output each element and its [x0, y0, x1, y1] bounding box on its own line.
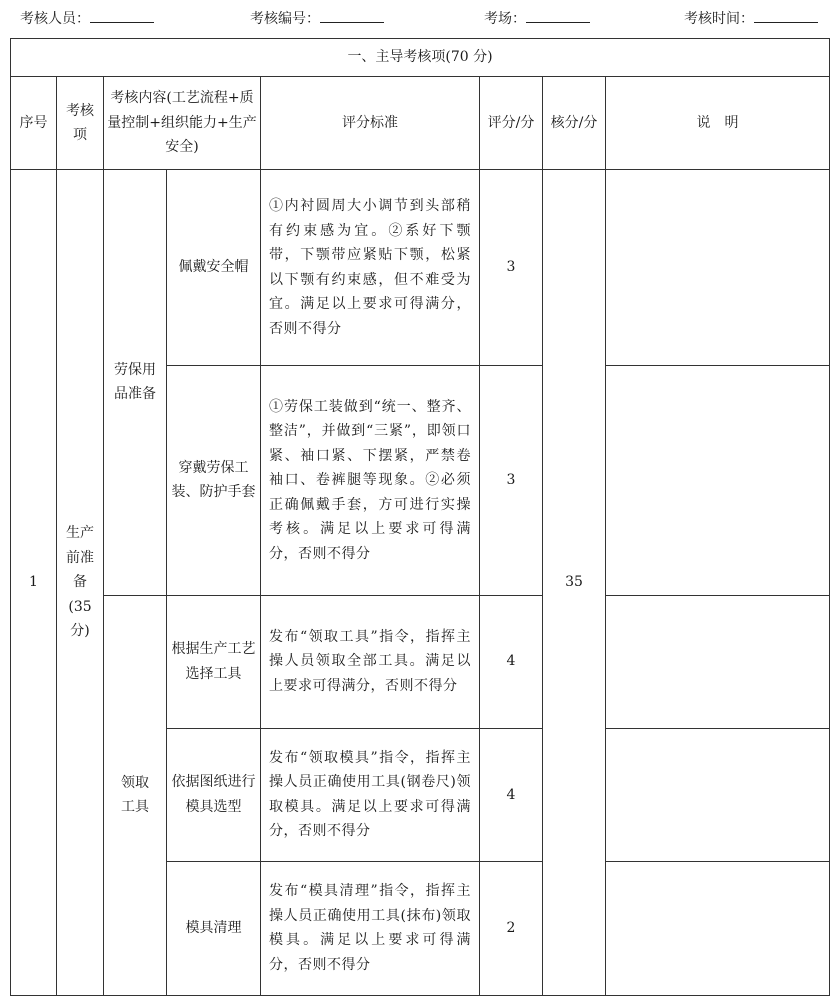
table-row	[11, 170, 830, 366]
table-header-row	[11, 77, 830, 170]
col-header-content	[104, 77, 261, 170]
task-cell	[167, 861, 261, 995]
venue-label: 考场：	[484, 11, 526, 27]
exam-time-label: 考核时间：	[684, 11, 754, 27]
task-cell	[167, 366, 261, 595]
venue-blank[interactable]	[526, 8, 590, 23]
task-cell	[167, 728, 261, 861]
exam-number-blank[interactable]	[320, 8, 384, 23]
exam-header	[0, 4, 833, 32]
col-header-content-text: 考核内容(工艺流程+质量控制+组织能力+生产安全)	[107, 90, 257, 156]
check-score-cell: 35	[543, 170, 606, 996]
criteria-cell	[261, 170, 480, 366]
venue-field	[484, 8, 590, 28]
exam-number-field	[250, 8, 384, 28]
col-header-criteria: 评分标准	[261, 77, 480, 170]
seq-cell: 1	[11, 170, 57, 996]
category-cell	[104, 595, 167, 995]
task-text: 佩戴安全帽	[178, 259, 249, 276]
section-title-row	[11, 39, 830, 77]
note-cell[interactable]	[606, 595, 830, 728]
section-title: 一、主导考核项(70 分)	[11, 39, 830, 77]
criteria-cell	[261, 366, 480, 595]
criteria-text: ①内衬圆周大小调节到头部稍有约束感为宜。②系好下颚带，下颚带应紧贴下颚，松紧以下颚有约束感，但不难受为宜。满足以上要求可得满分，否则不得分	[269, 198, 471, 337]
criteria-text: 发布“模具清理”指令，指挥主操人员正确使用工具(抹布)领取模具。满足以上要求可得满分，否则不得分	[269, 883, 471, 973]
examiner-label: 考核人员：	[20, 11, 90, 27]
category-cell	[104, 170, 167, 595]
criteria-cell	[261, 728, 480, 861]
examiner-field	[20, 8, 154, 28]
score-cell: 3	[480, 366, 543, 595]
note-cell[interactable]	[606, 861, 830, 995]
assessment-table	[10, 38, 830, 996]
score-cell: 3	[480, 170, 543, 366]
task-text: 根据生产工艺选择工具	[171, 641, 256, 682]
item-cell	[57, 170, 104, 996]
examiner-blank[interactable]	[90, 8, 154, 23]
criteria-text: ①劳保工装做到“统一、整齐、整洁”，并做到“三紧”，即领口紧、袖口紧、下摆紧，严禁卷袖口、卷裤腿等现象。②必须正确佩戴手套，方可进行实操考核。满足以上要求可得满分，否则不得分	[269, 398, 471, 562]
category-text: 劳保用品准备	[114, 361, 156, 403]
col-header-note: 说 明	[606, 77, 830, 170]
task-text: 穿戴劳保工装、防护手套	[171, 459, 256, 501]
score-cell: 4	[480, 595, 543, 728]
category-text: 领取工具	[121, 774, 149, 816]
item-cell-text: 生产前准备(35分)	[66, 525, 94, 640]
task-cell	[167, 595, 261, 728]
criteria-cell	[261, 595, 480, 728]
col-header-check: 核分/分	[543, 77, 606, 170]
col-header-item-text: 考核项	[66, 102, 94, 144]
exam-number-label: 考核编号：	[250, 11, 320, 27]
criteria-cell	[261, 861, 480, 995]
exam-time-field	[684, 8, 818, 28]
note-cell[interactable]	[606, 170, 830, 366]
note-cell[interactable]	[606, 366, 830, 595]
criteria-text: 发布“领取工具”指令，指挥主操人员领取全部工具。满足以上要求可得满分，否则不得分	[269, 628, 471, 694]
criteria-text: 发布“领取模具”指令，指挥主操人员正确使用工具(钢卷尺)领取模具。满足以上要求可得满分，否则不得分	[269, 749, 471, 840]
task-text: 模具清理	[185, 920, 242, 937]
col-header-item	[57, 77, 104, 170]
task-text: 依据图纸进行模具选型	[171, 774, 256, 815]
note-cell[interactable]	[606, 728, 830, 861]
score-cell: 4	[480, 728, 543, 861]
exam-time-blank[interactable]	[754, 8, 818, 23]
col-header-score: 评分/分	[480, 77, 543, 170]
table-row	[11, 595, 830, 728]
task-cell	[167, 170, 261, 366]
col-header-seq: 序号	[11, 77, 57, 170]
score-cell: 2	[480, 861, 543, 995]
